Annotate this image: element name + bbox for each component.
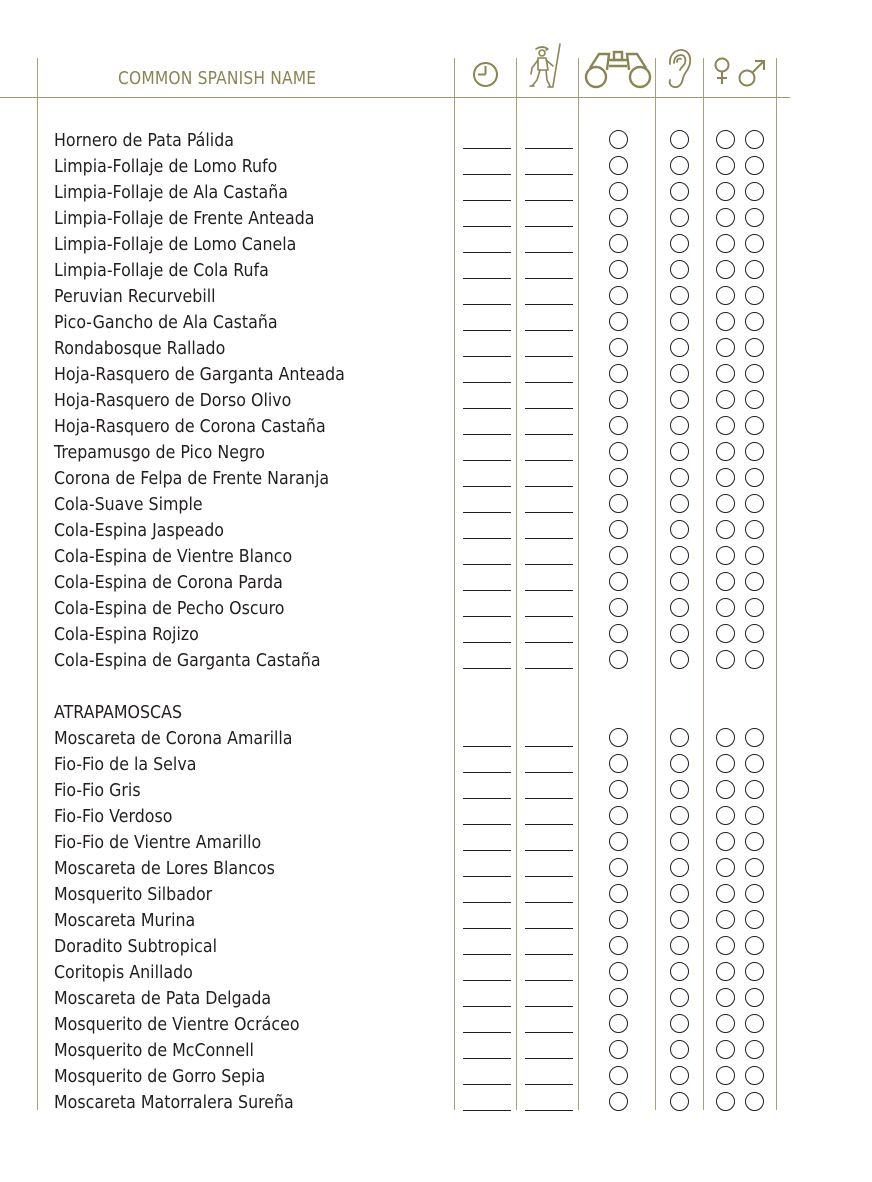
heard-checkbox[interactable] — [670, 130, 689, 149]
heard-checkbox[interactable] — [670, 650, 689, 669]
male-checkbox[interactable] — [745, 130, 764, 149]
seen-checkbox[interactable] — [609, 962, 628, 981]
seen-checkbox[interactable] — [609, 1066, 628, 1085]
species-name: Moscareta Murina — [54, 910, 196, 931]
heard-checkbox[interactable] — [670, 390, 689, 409]
species-row — [0, 258, 872, 284]
species-row — [0, 466, 872, 492]
species-name: Limpia-Follaje de Lomo Canela — [54, 234, 297, 255]
species-name: Pico-Gancho de Ala Castaña — [54, 312, 278, 333]
heard-checkbox[interactable] — [670, 1040, 689, 1059]
seen-checkbox[interactable] — [609, 936, 628, 955]
heard-checkbox[interactable] — [670, 936, 689, 955]
female-checkbox[interactable] — [716, 520, 735, 539]
female-checkbox[interactable] — [716, 1014, 735, 1033]
count-blank[interactable] — [463, 564, 511, 565]
male-checkbox[interactable] — [745, 858, 764, 877]
seen-checkbox[interactable] — [609, 780, 628, 799]
species-name: Cola-Suave Simple — [54, 494, 203, 515]
date-blank[interactable] — [525, 1058, 573, 1059]
heard-checkbox[interactable] — [670, 962, 689, 981]
date-blank[interactable] — [525, 876, 573, 877]
female-checkbox[interactable] — [716, 390, 735, 409]
species-name: Cola-Espina de Vientre Blanco — [54, 546, 293, 567]
male-checkbox[interactable] — [745, 832, 764, 851]
date-blank[interactable] — [525, 954, 573, 955]
male-checkbox[interactable] — [745, 260, 764, 279]
female-checkbox[interactable] — [716, 312, 735, 331]
heard-checkbox[interactable] — [670, 182, 689, 201]
date-blank[interactable] — [525, 174, 573, 175]
male-checkbox[interactable] — [745, 624, 764, 643]
species-row — [0, 388, 872, 414]
date-blank[interactable] — [525, 382, 573, 383]
count-blank[interactable] — [463, 304, 511, 305]
date-blank[interactable] — [525, 252, 573, 253]
species-row — [0, 232, 872, 258]
male-checkbox[interactable] — [745, 780, 764, 799]
female-checkbox[interactable] — [716, 1092, 735, 1111]
seen-checkbox[interactable] — [609, 442, 628, 461]
male-checkbox[interactable] — [745, 572, 764, 591]
hiker-icon — [526, 42, 564, 90]
count-blank[interactable] — [463, 356, 511, 357]
male-checkbox[interactable] — [745, 416, 764, 435]
seen-checkbox[interactable] — [609, 988, 628, 1007]
seen-checkbox[interactable] — [609, 1092, 628, 1111]
date-blank[interactable] — [525, 590, 573, 591]
heard-checkbox[interactable] — [670, 260, 689, 279]
female-checkbox[interactable] — [716, 260, 735, 279]
seen-checkbox[interactable] — [609, 832, 628, 851]
count-blank[interactable] — [463, 1058, 511, 1059]
count-blank[interactable] — [463, 772, 511, 773]
count-blank[interactable] — [463, 1006, 511, 1007]
date-blank[interactable] — [525, 538, 573, 539]
seen-checkbox[interactable] — [609, 312, 628, 331]
female-checkbox[interactable] — [716, 780, 735, 799]
date-blank[interactable] — [525, 824, 573, 825]
heard-checkbox[interactable] — [670, 988, 689, 1007]
count-blank[interactable] — [463, 252, 511, 253]
ear-icon — [664, 48, 692, 90]
female-checkbox[interactable] — [716, 1066, 735, 1085]
male-checkbox[interactable] — [745, 1014, 764, 1033]
heard-checkbox[interactable] — [670, 286, 689, 305]
female-checkbox[interactable] — [716, 754, 735, 773]
count-blank[interactable] — [463, 148, 511, 149]
seen-checkbox[interactable] — [609, 624, 628, 643]
count-blank[interactable] — [463, 980, 511, 981]
seen-checkbox[interactable] — [609, 286, 628, 305]
date-blank[interactable] — [525, 902, 573, 903]
count-blank[interactable] — [463, 642, 511, 643]
heard-checkbox[interactable] — [670, 494, 689, 513]
male-checkbox[interactable] — [745, 650, 764, 669]
male-checkbox[interactable] — [745, 494, 764, 513]
count-blank[interactable] — [463, 902, 511, 903]
count-blank[interactable] — [463, 850, 511, 851]
date-blank[interactable] — [525, 746, 573, 747]
seen-checkbox[interactable] — [609, 338, 628, 357]
male-checkbox[interactable] — [745, 182, 764, 201]
species-row — [0, 908, 872, 934]
female-checkbox[interactable] — [716, 494, 735, 513]
date-blank[interactable] — [525, 434, 573, 435]
male-checkbox[interactable] — [745, 754, 764, 773]
count-blank[interactable] — [463, 1110, 511, 1111]
species-row — [0, 128, 872, 154]
male-checkbox[interactable] — [745, 156, 764, 175]
species-row — [0, 414, 872, 440]
heard-checkbox[interactable] — [670, 624, 689, 643]
species-row — [0, 518, 872, 544]
binoculars-icon — [583, 48, 653, 90]
date-blank[interactable] — [525, 226, 573, 227]
clock-icon — [472, 61, 499, 88]
female-checkbox[interactable] — [716, 130, 735, 149]
species-name: Cola-Espina Jaspeado — [54, 520, 224, 541]
date-blank[interactable] — [525, 512, 573, 513]
female-checkbox[interactable] — [716, 572, 735, 591]
species-row — [0, 596, 872, 622]
heard-checkbox[interactable] — [670, 884, 689, 903]
seen-checkbox[interactable] — [609, 130, 628, 149]
heard-checkbox[interactable] — [670, 208, 689, 227]
male-checkbox[interactable] — [745, 234, 764, 253]
seen-checkbox[interactable] — [609, 182, 628, 201]
male-checkbox[interactable] — [745, 936, 764, 955]
heard-checkbox[interactable] — [670, 754, 689, 773]
species-name: Cola-Espina de Pecho Oscuro — [54, 598, 285, 619]
heard-checkbox[interactable] — [670, 780, 689, 799]
male-checkbox[interactable] — [745, 390, 764, 409]
female-checkbox[interactable] — [716, 156, 735, 175]
heard-checkbox[interactable] — [670, 156, 689, 175]
male-checkbox[interactable] — [745, 728, 764, 747]
count-blank[interactable] — [463, 616, 511, 617]
heard-checkbox[interactable] — [670, 234, 689, 253]
female-checkbox[interactable] — [716, 598, 735, 617]
female-checkbox[interactable] — [716, 234, 735, 253]
count-blank[interactable] — [463, 668, 511, 669]
species-name: Hoja-Rasquero de Garganta Anteada — [54, 364, 345, 385]
species-row — [0, 1038, 872, 1064]
female-checkbox[interactable] — [716, 858, 735, 877]
count-blank[interactable] — [463, 486, 511, 487]
section-title: ATRAPAMOSCAS — [54, 702, 182, 723]
species-row — [0, 778, 872, 804]
male-checkbox[interactable] — [745, 338, 764, 357]
male-checkbox[interactable] — [745, 286, 764, 305]
date-blank[interactable] — [525, 928, 573, 929]
male-checkbox[interactable] — [745, 546, 764, 565]
heard-checkbox[interactable] — [670, 468, 689, 487]
species-name: Fio-Fio Verdoso — [54, 806, 173, 827]
species-name: Mosquerito Silbador — [54, 884, 213, 905]
species-name: Fio-Fio Gris — [54, 780, 141, 801]
date-blank[interactable] — [525, 278, 573, 279]
date-blank[interactable] — [525, 1006, 573, 1007]
species-row — [0, 830, 872, 856]
seen-checkbox[interactable] — [609, 884, 628, 903]
heard-checkbox[interactable] — [670, 364, 689, 383]
count-blank[interactable] — [463, 200, 511, 201]
seen-checkbox[interactable] — [609, 416, 628, 435]
species-row — [0, 960, 872, 986]
species-name: Moscareta de Pata Delgada — [54, 988, 272, 1009]
seen-checkbox[interactable] — [609, 754, 628, 773]
male-checkbox[interactable] — [745, 988, 764, 1007]
species-row — [0, 726, 872, 752]
seen-checkbox[interactable] — [609, 650, 628, 669]
seen-checkbox[interactable] — [609, 910, 628, 929]
date-blank[interactable] — [525, 668, 573, 669]
species-row — [0, 804, 872, 830]
species-name: Fio-Fio de la Selva — [54, 754, 197, 775]
column-header-common-name: COMMON SPANISH NAME — [118, 68, 317, 89]
species-row — [0, 336, 872, 362]
species-name: Cola-Espina Rojizo — [54, 624, 199, 645]
count-blank[interactable] — [463, 226, 511, 227]
heard-checkbox[interactable] — [670, 416, 689, 435]
male-checkbox[interactable] — [745, 364, 764, 383]
count-blank[interactable] — [463, 434, 511, 435]
seen-checkbox[interactable] — [609, 494, 628, 513]
female-checkbox[interactable] — [716, 468, 735, 487]
seen-checkbox[interactable] — [609, 1014, 628, 1033]
count-blank[interactable] — [463, 876, 511, 877]
species-row — [0, 544, 872, 570]
heard-checkbox[interactable] — [670, 598, 689, 617]
date-blank[interactable] — [525, 850, 573, 851]
male-checkbox[interactable] — [745, 1066, 764, 1085]
heard-checkbox[interactable] — [670, 832, 689, 851]
species-row — [0, 622, 872, 648]
date-blank[interactable] — [525, 798, 573, 799]
count-blank[interactable] — [463, 1084, 511, 1085]
species-name: Mosquerito de Vientre Ocráceo — [54, 1014, 300, 1035]
heard-checkbox[interactable] — [670, 520, 689, 539]
heard-checkbox[interactable] — [670, 546, 689, 565]
species-row — [0, 882, 872, 908]
heard-checkbox[interactable] — [670, 728, 689, 747]
count-blank[interactable] — [463, 330, 511, 331]
species-row — [0, 752, 872, 778]
count-blank[interactable] — [463, 512, 511, 513]
count-blank[interactable] — [463, 538, 511, 539]
seen-checkbox[interactable] — [609, 572, 628, 591]
count-blank[interactable] — [463, 590, 511, 591]
date-blank[interactable] — [525, 408, 573, 409]
date-blank[interactable] — [525, 356, 573, 357]
date-blank[interactable] — [525, 1032, 573, 1033]
species-name: Fio-Fio de Vientre Amarillo — [54, 832, 262, 853]
male-checkbox[interactable] — [745, 884, 764, 903]
species-name: Limpia-Follaje de Lomo Rufo — [54, 156, 278, 177]
species-name: Limpia-Follaje de Cola Rufa — [54, 260, 269, 281]
female-male-icon — [711, 56, 771, 88]
male-checkbox[interactable] — [745, 806, 764, 825]
species-row — [0, 986, 872, 1012]
male-checkbox[interactable] — [745, 442, 764, 461]
species-name: Cola-Espina de Garganta Castaña — [54, 650, 321, 671]
date-blank[interactable] — [525, 148, 573, 149]
female-checkbox[interactable] — [716, 286, 735, 305]
heard-checkbox[interactable] — [670, 442, 689, 461]
count-blank[interactable] — [463, 278, 511, 279]
count-blank[interactable] — [463, 408, 511, 409]
species-row — [0, 1090, 872, 1116]
male-checkbox[interactable] — [745, 962, 764, 981]
species-row — [0, 440, 872, 466]
date-blank[interactable] — [525, 1110, 573, 1111]
species-name: Limpia-Follaje de Frente Anteada — [54, 208, 315, 229]
seen-checkbox[interactable] — [609, 390, 628, 409]
date-blank[interactable] — [525, 330, 573, 331]
species-name: Moscareta Matorralera Sureña — [54, 1092, 294, 1113]
female-checkbox[interactable] — [716, 338, 735, 357]
date-blank[interactable] — [525, 1084, 573, 1085]
female-checkbox[interactable] — [716, 884, 735, 903]
header-rule — [0, 97, 790, 98]
date-blank[interactable] — [525, 616, 573, 617]
species-row — [0, 284, 872, 310]
seen-checkbox[interactable] — [609, 598, 628, 617]
count-blank[interactable] — [463, 1032, 511, 1033]
female-checkbox[interactable] — [716, 806, 735, 825]
count-blank[interactable] — [463, 928, 511, 929]
species-row — [0, 648, 872, 674]
female-checkbox[interactable] — [716, 208, 735, 227]
male-checkbox[interactable] — [745, 1040, 764, 1059]
species-name: Coritopis Anillado — [54, 962, 193, 983]
female-checkbox[interactable] — [716, 832, 735, 851]
species-name: Limpia-Follaje de Ala Castaña — [54, 182, 288, 203]
female-checkbox[interactable] — [716, 624, 735, 643]
male-checkbox[interactable] — [745, 520, 764, 539]
seen-checkbox[interactable] — [609, 208, 628, 227]
species-row — [0, 934, 872, 960]
species-name: Hornero de Pata Pálida — [54, 130, 234, 151]
male-checkbox[interactable] — [745, 312, 764, 331]
heard-checkbox[interactable] — [670, 338, 689, 357]
female-checkbox[interactable] — [716, 364, 735, 383]
seen-checkbox[interactable] — [609, 728, 628, 747]
date-blank[interactable] — [525, 486, 573, 487]
species-row — [0, 1012, 872, 1038]
count-blank[interactable] — [463, 954, 511, 955]
male-checkbox[interactable] — [745, 468, 764, 487]
seen-checkbox[interactable] — [609, 520, 628, 539]
seen-checkbox[interactable] — [609, 1040, 628, 1059]
count-blank[interactable] — [463, 746, 511, 747]
count-blank[interactable] — [463, 824, 511, 825]
female-checkbox[interactable] — [716, 988, 735, 1007]
species-name: Doradito Subtropical — [54, 936, 217, 957]
species-name: Mosquerito de McConnell — [54, 1040, 254, 1061]
seen-checkbox[interactable] — [609, 546, 628, 565]
count-blank[interactable] — [463, 460, 511, 461]
seen-checkbox[interactable] — [609, 858, 628, 877]
date-blank[interactable] — [525, 564, 573, 565]
seen-checkbox[interactable] — [609, 156, 628, 175]
date-blank[interactable] — [525, 642, 573, 643]
seen-checkbox[interactable] — [609, 260, 628, 279]
date-blank[interactable] — [525, 460, 573, 461]
species-name: Moscareta de Lores Blancos — [54, 858, 275, 879]
heard-checkbox[interactable] — [670, 858, 689, 877]
species-name: Rondabosque Rallado — [54, 338, 226, 359]
heard-checkbox[interactable] — [670, 312, 689, 331]
count-blank[interactable] — [463, 382, 511, 383]
species-name: Trepamusgo de Pico Negro — [54, 442, 265, 463]
species-name: Corona de Felpa de Frente Naranja — [54, 468, 330, 489]
female-checkbox[interactable] — [716, 1040, 735, 1059]
female-checkbox[interactable] — [716, 546, 735, 565]
species-row — [0, 154, 872, 180]
species-row — [0, 492, 872, 518]
species-name: Hoja-Rasquero de Corona Castaña — [54, 416, 326, 437]
heard-checkbox[interactable] — [670, 572, 689, 591]
date-blank[interactable] — [525, 980, 573, 981]
date-blank[interactable] — [525, 772, 573, 773]
female-checkbox[interactable] — [716, 962, 735, 981]
species-row — [0, 856, 872, 882]
date-blank[interactable] — [525, 304, 573, 305]
species-name: Peruvian Recurvebill — [54, 286, 216, 307]
species-row — [0, 570, 872, 596]
female-checkbox[interactable] — [716, 936, 735, 955]
heard-checkbox[interactable] — [670, 1092, 689, 1111]
female-checkbox[interactable] — [716, 442, 735, 461]
male-checkbox[interactable] — [745, 598, 764, 617]
species-name: Hoja-Rasquero de Dorso Olivo — [54, 390, 292, 411]
female-checkbox[interactable] — [716, 728, 735, 747]
male-checkbox[interactable] — [745, 1092, 764, 1111]
seen-checkbox[interactable] — [609, 468, 628, 487]
species-row — [0, 310, 872, 336]
heard-checkbox[interactable] — [670, 806, 689, 825]
male-checkbox[interactable] — [745, 910, 764, 929]
female-checkbox[interactable] — [716, 182, 735, 201]
species-row — [0, 1064, 872, 1090]
seen-checkbox[interactable] — [609, 806, 628, 825]
male-checkbox[interactable] — [745, 208, 764, 227]
date-blank[interactable] — [525, 200, 573, 201]
seen-checkbox[interactable] — [609, 234, 628, 253]
female-checkbox[interactable] — [716, 416, 735, 435]
species-row — [0, 206, 872, 232]
female-checkbox[interactable] — [716, 910, 735, 929]
heard-checkbox[interactable] — [670, 1066, 689, 1085]
heard-checkbox[interactable] — [670, 1014, 689, 1033]
species-name: Cola-Espina de Corona Parda — [54, 572, 283, 593]
species-row — [0, 180, 872, 206]
count-blank[interactable] — [463, 798, 511, 799]
count-blank[interactable] — [463, 174, 511, 175]
female-checkbox[interactable] — [716, 650, 735, 669]
species-name: Moscareta de Corona Amarilla — [54, 728, 293, 749]
species-name: Mosquerito de Gorro Sepia — [54, 1066, 266, 1087]
heard-checkbox[interactable] — [670, 910, 689, 929]
seen-checkbox[interactable] — [609, 364, 628, 383]
species-row — [0, 362, 872, 388]
